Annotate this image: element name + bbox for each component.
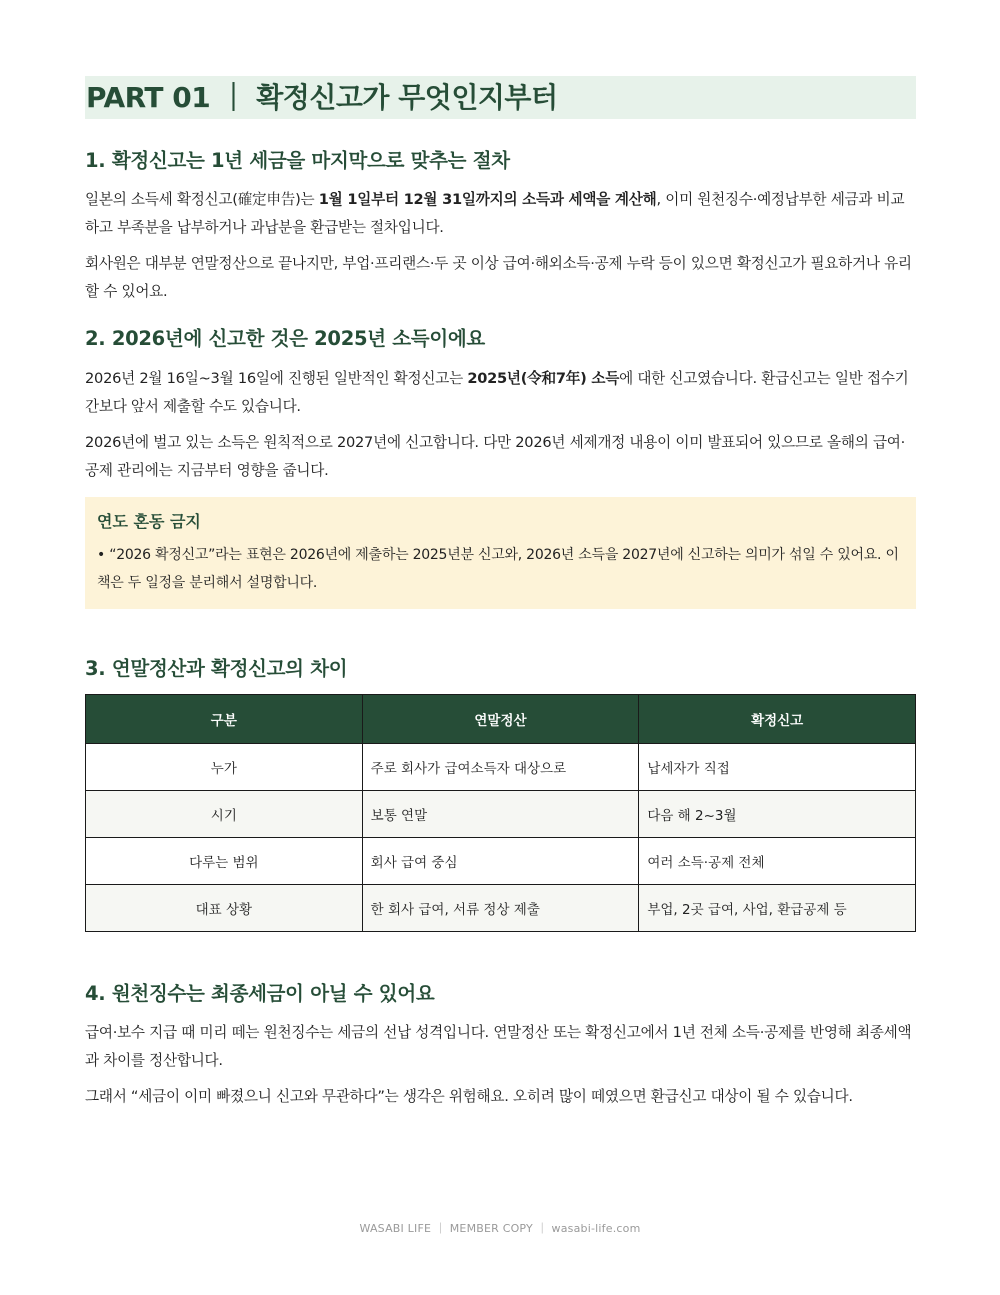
callout-title: 연도 혼동 금지 (97, 512, 201, 531)
table-cell: 대표 상황 (86, 885, 363, 932)
text-run: 일본의 소득세 확정신고(確定申告)는 (85, 191, 319, 208)
table-header-cell: 연말정산 (362, 695, 639, 744)
section-3-heading: 3. 연말정산과 확정신고의 차이 (85, 657, 348, 680)
part-title: PART 01 ｜ 확정신고가 무엇인지부터 (85, 76, 916, 119)
section-4-paragraph-2: 그래서 “세금이 이미 빠졌으니 신고와 무관하다”는 생각은 위험해요. 오히려 많이 떼였으면 환급신고 대상이 될 수 있습니다. (85, 1088, 853, 1105)
section-4-heading: 4. 원천징수는 최종세금이 아닐 수 있어요 (85, 982, 435, 1005)
page-content (85, 76, 916, 1111)
table-cell: 한 회사 급여, 서류 정상 제출 (362, 885, 639, 932)
table-row (86, 791, 916, 838)
table-row (86, 838, 916, 885)
callout-box (85, 497, 916, 609)
bold-text: 1월 1일부터 12월 31일까지의 소득과 세액을 계산해 (318, 191, 657, 208)
text-run: 에 대한 신고였습니다. 환급신고는 일반 접수기간보다 앞서 제출할 수도 있습니다. (85, 370, 909, 415)
table-cell: 시기 (86, 791, 363, 838)
callout-text: • “2026 확정신고”라는 표현은 2026년에 제출하는 2025년분 신고와, 2026년 소득을 2027년에 신고하는 의미가 섞일 수 있어요. 이 책은 두 일정을 분리해서 설명합니다. (97, 547, 899, 591)
table-header-row (86, 695, 916, 744)
table-cell: 주로 회사가 급여소득자 대상으로 (362, 744, 639, 791)
table-header-cell: 구분 (86, 695, 363, 744)
section-4-paragraph-1: 급여·보수 지급 때 미리 떼는 원천징수는 세금의 선납 성격입니다. 연말정산 또는 확정신고에서 1년 전체 소득·공제를 반영해 최종세액과 차이를 정산합니다. (85, 1024, 912, 1069)
table-row (86, 744, 916, 791)
table-cell: 부업, 2곳 급여, 사업, 환급공제 등 (639, 885, 916, 932)
table-cell: 다루는 범위 (86, 838, 363, 885)
table-cell: 회사 급여 중심 (362, 838, 639, 885)
table-header-cell: 확정신고 (639, 695, 916, 744)
text-run: , 이미 원천징수·예정납부한 세금과 비교하고 부족분을 납부하거나 과납분을 환급받는 절차입니다. (85, 191, 905, 236)
section-2-heading: 2. 2026년에 신고한 것은 2025년 소득이에요 (85, 327, 485, 350)
table-cell: 누가 (86, 744, 363, 791)
table-row (86, 885, 916, 932)
table-cell: 여러 소득·공제 전체 (639, 838, 916, 885)
section-2-paragraph-2: 2026년에 벌고 있는 소득은 원칙적으로 2027년에 신고합니다. 다만 2026년 세제개정 내용이 이미 발표되어 있으므로 올해의 급여·공제 관리에는 지금부터 영향을 줍니다. (85, 434, 906, 479)
page-footer: WASABI LIFE ｜ MEMBER COPY ｜ wasabi-life.com (359, 1222, 641, 1235)
section-1-heading: 1. 확정신고는 1년 세금을 마지막으로 맞추는 절차 (85, 149, 510, 172)
table-cell: 납세자가 직접 (639, 744, 916, 791)
bold-text: 2025년(令和7年) 소득 (467, 370, 620, 387)
table-cell: 보통 연말 (362, 791, 639, 838)
text-run: 2026년 2월 16일~3월 16일에 진행된 일반적인 확정신고는 (85, 370, 468, 387)
comparison-table (85, 694, 916, 932)
section-1-paragraph-2: 회사원은 대부분 연말정산으로 끝나지만, 부업·프리랜스·두 곳 이상 급여·해외소득·공제 누락 등이 있으면 확정신고가 필요하거나 유리할 수 있어요. (85, 255, 912, 300)
table-cell: 다음 해 2~3월 (639, 791, 916, 838)
section-2-paragraph-1 (85, 365, 916, 421)
section-1-paragraph-1 (85, 186, 916, 242)
